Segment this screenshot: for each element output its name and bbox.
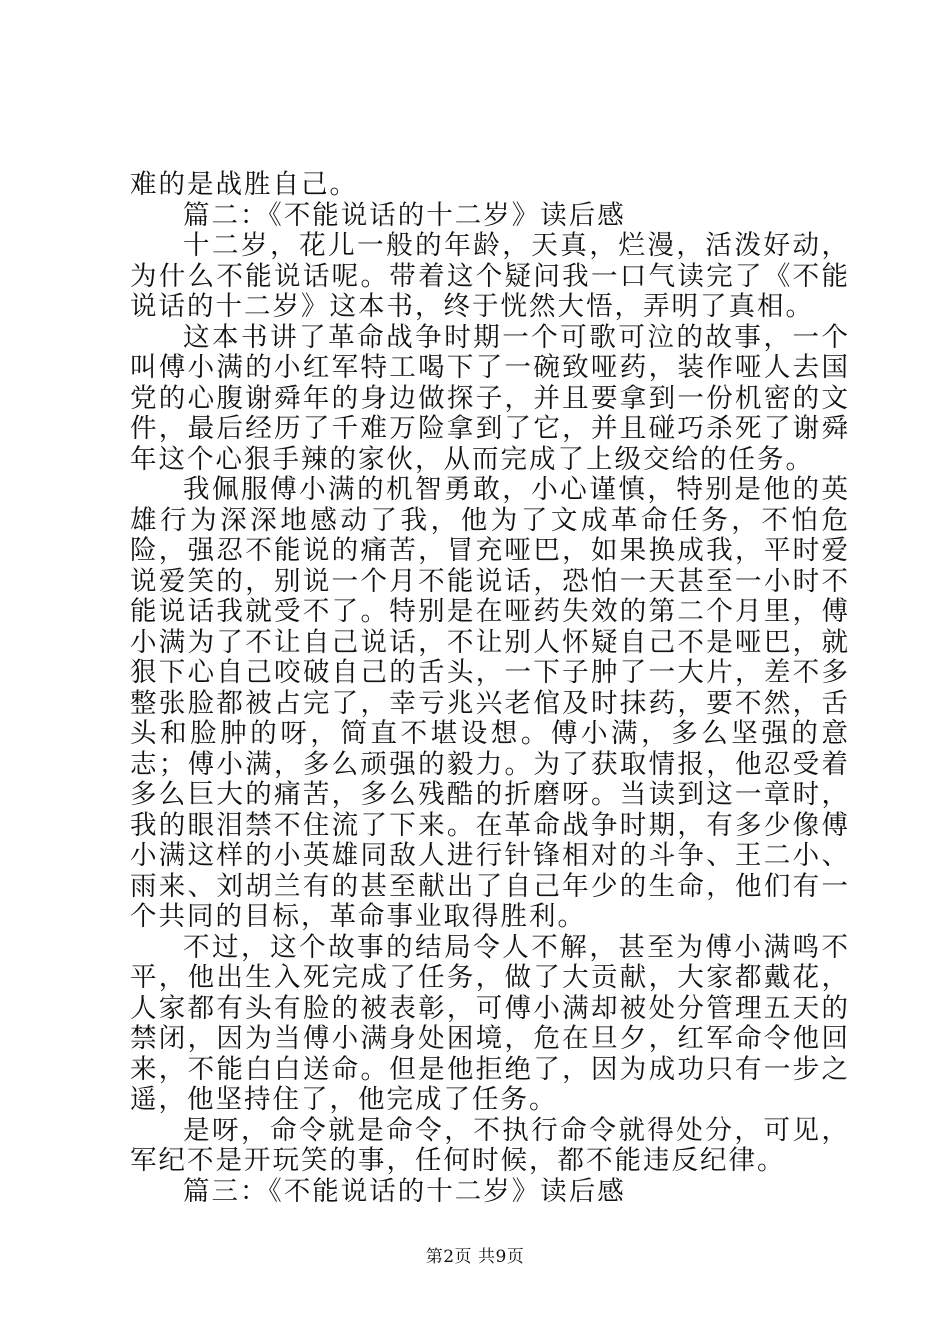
paragraph: 这本书讲了革命战争时期一个可歌可泣的故事，一个叫傅小满的小红军特工喝下了一碗致哑药，装作哑人去国党的心腹谢舜年的身边做探子，并且要拿到一份机密的文件，最后经历了千难万险拿到了它，并且碰巧杀死了谢舜年这个心狠手辣的家伙，从而完成了上级交给的任务。	[130, 321, 850, 475]
paragraph: 不过，这个故事的结局令人不解，甚至为傅小满鸣不平，他出生入死完成了任务，做了大贡献，大家都戴花，人家都有头有脸的被表彰，可傅小满却被处分管理五天的禁闭，因为当傅小满身处困境，危在旦夕，红军命令他回来，不能白白送命。但是他拒绝了，因为成功只有一步之遥，他坚持住了，他完成了任务。	[130, 931, 850, 1115]
paragraph: 我佩服傅小满的机智勇敢，小心谨慎，特别是他的英雄行为深深地感动了我，他为了文成革命任务，不怕危险，强忍不能说的痛苦，冒充哑巴，如果换成我，平时爱说爱笑的，别说一个月不能说话，恐怕一天甚至一小时不能说话我就受不了。特别是在哑药失效的第二个月里，傅小满为了不让自己说话，不让别人怀疑自己不是哑巴，就狠下心自己咬破自己的舌头，一下子肿了一大片，差不多整张脸都被占完了，幸亏兆兴老倌及时抹药，要不然，舌头和脸肿的呀，简直不堪设想。傅小满，多么坚强的意志；傅小满，多么顽强的毅力。为了获取情报，他忍受着多么巨大的痛苦，多么残酷的折磨呀。当读到这一章时，我的眼泪禁不住流了下来。在革命战争时期，有多少像傅小满这样的小英雄同敌人进行针锋相对的斗争、王二小、雨来、刘胡兰有的甚至献出了自己年少的生命，他们有一个共同的目标，革命事业取得胜利。	[130, 474, 850, 932]
paragraph-continuation: 难的是战胜自己。	[130, 169, 358, 200]
section-heading-part-two: 篇二：《不能说话的十二岁》读后感	[183, 199, 626, 231]
paragraph: 是呀，命令就是命令，不执行命令就得处分，可见，军纪不是开玩笑的事，任何时候，都不能违反纪律。	[130, 1114, 850, 1176]
body-text	[130, 170, 850, 1207]
paragraph: 十二岁，花儿一般的年龄，天真，烂漫，活泼好动，为什么不能说话呢。带着这个疑问我一口气读完了《不能说话的十二岁》这本书，终于恍然大悟，弄明了真相。	[130, 230, 850, 322]
section-heading-part-three: 篇三：《不能说话的十二岁》读后感	[183, 1175, 626, 1207]
page-number-footer: 第2页 共9页	[425, 1247, 525, 1267]
